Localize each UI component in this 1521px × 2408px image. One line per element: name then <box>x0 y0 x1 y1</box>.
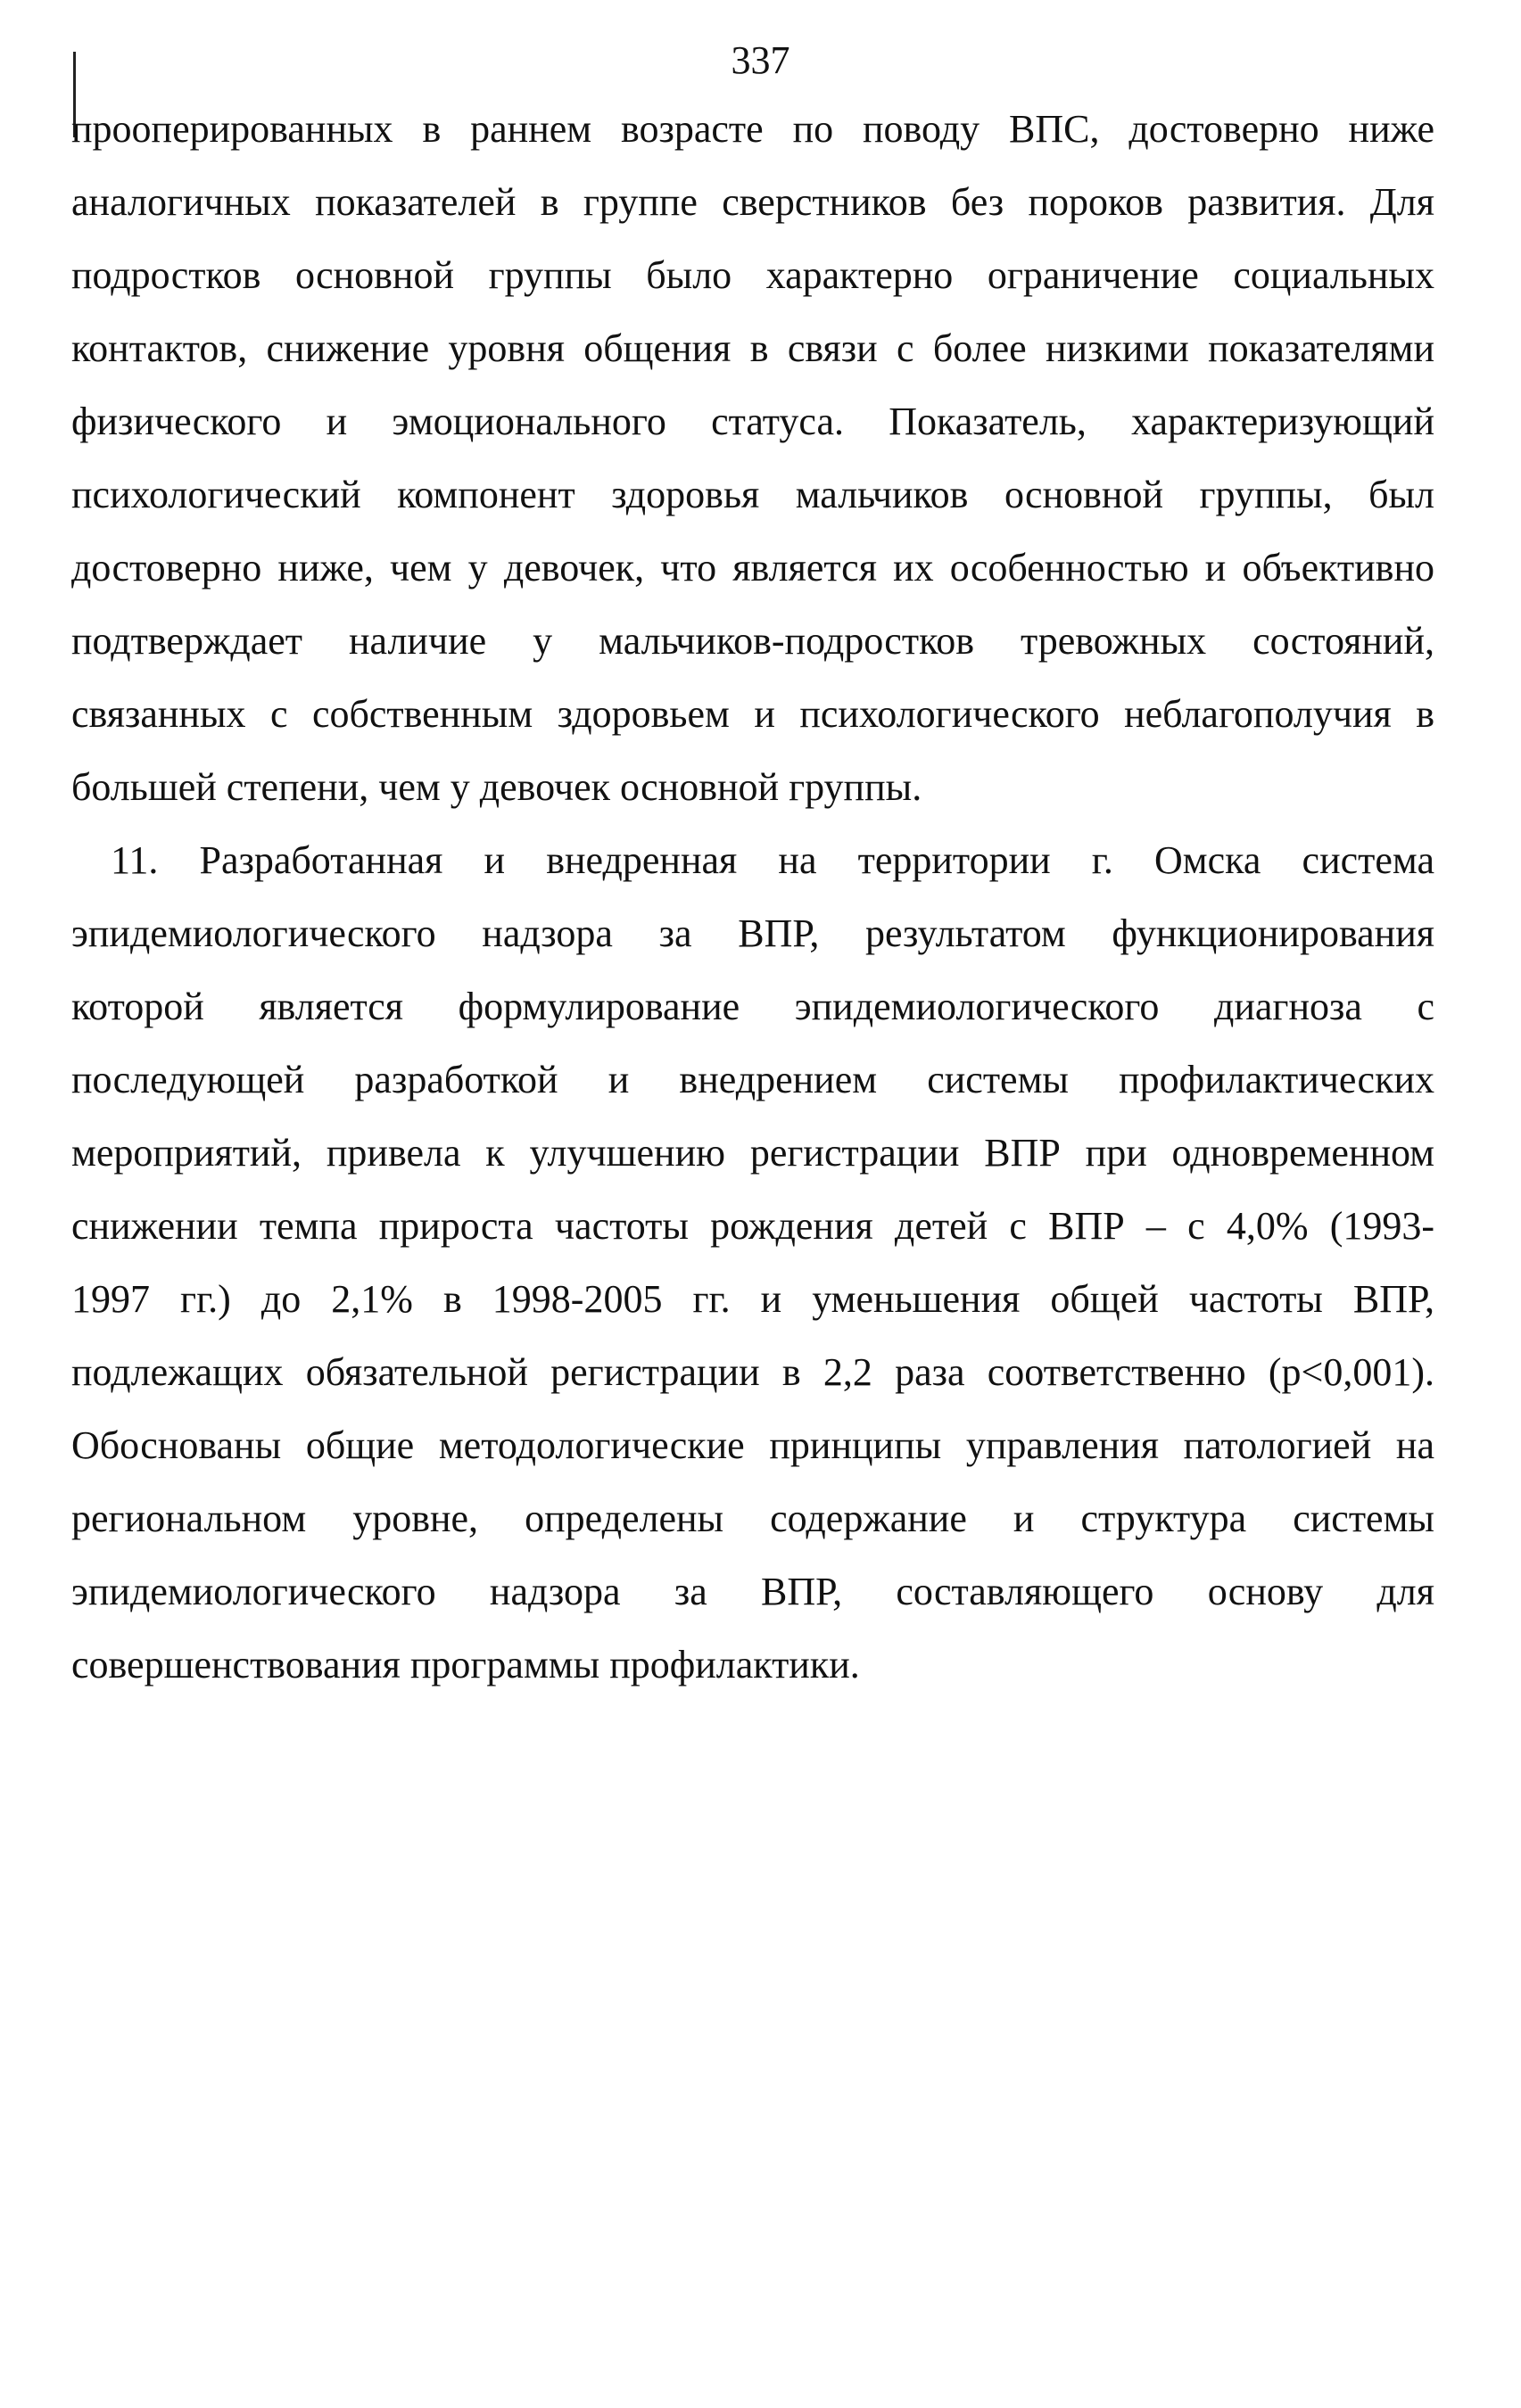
text-line: региональном уровне, определены содержание и структура системы <box>71 1497 1434 1540</box>
text-line: Обоснованы общие методологические принципы управления патологией на <box>71 1423 1434 1467</box>
text-line: психологический компонент здоровья мальчиков основной группы, был <box>71 473 1434 516</box>
text-line: совершенствования программы профилактики. <box>71 1643 860 1686</box>
text-line: большей степени, чем у девочек основной группы. <box>71 765 922 809</box>
text-line: 1997 гг.) до 2,1% в 1998-2005 гг. и уменьшения общей частоты ВПР, <box>71 1277 1434 1321</box>
text-line: снижении темпа прироста частоты рождения детей с ВПР – с 4,0% (1993- <box>71 1204 1434 1248</box>
text-line: подростков основной группы было характерно ограничение социальных <box>71 253 1434 297</box>
text-body <box>71 93 1434 1702</box>
page-number: 337 <box>731 38 790 82</box>
text-line: подтверждает наличие у мальчиков-подростков тревожных состояний, <box>71 619 1434 663</box>
text-line: физического и эмоционального статуса. Показатель, характеризующий <box>71 400 1434 443</box>
text-line: 11. Разработанная и внедренная на территории г. Омска система <box>111 838 1434 882</box>
text-line: связанных с собственным здоровьем и психологического неблагополучия в <box>71 692 1434 736</box>
text-line: подлежащих обязательной регистрации в 2,2 раза соответственно (p<0,001). <box>71 1350 1434 1394</box>
text-line: мероприятий, привела к улучшению регистрации ВПР при одновременном <box>71 1131 1434 1175</box>
text-line: эпидемиологического надзора за ВПР, составляющего основу для <box>71 1570 1434 1613</box>
text-line: контактов, снижение уровня общения в связи с более низкими показателями <box>71 326 1434 370</box>
paragraph-1 <box>71 93 1434 824</box>
paragraph-2 <box>71 824 1434 1702</box>
text-line: аналогичных показателей в группе сверстников без пороков развития. Для <box>71 180 1434 224</box>
text-line: прооперированных в раннем возрасте по поводу ВПС, достоверно ниже <box>71 107 1434 151</box>
text-line: эпидемиологического надзора за ВПР, результатом функционирования <box>71 911 1434 955</box>
text-line: последующей разработкой и внедрением системы профилактических <box>71 1058 1434 1101</box>
text-line: которой является формулирование эпидемиологического диагноза с <box>71 985 1434 1028</box>
text-line: достоверно ниже, чем у девочек, что является их особенностью и объективно <box>71 546 1434 590</box>
